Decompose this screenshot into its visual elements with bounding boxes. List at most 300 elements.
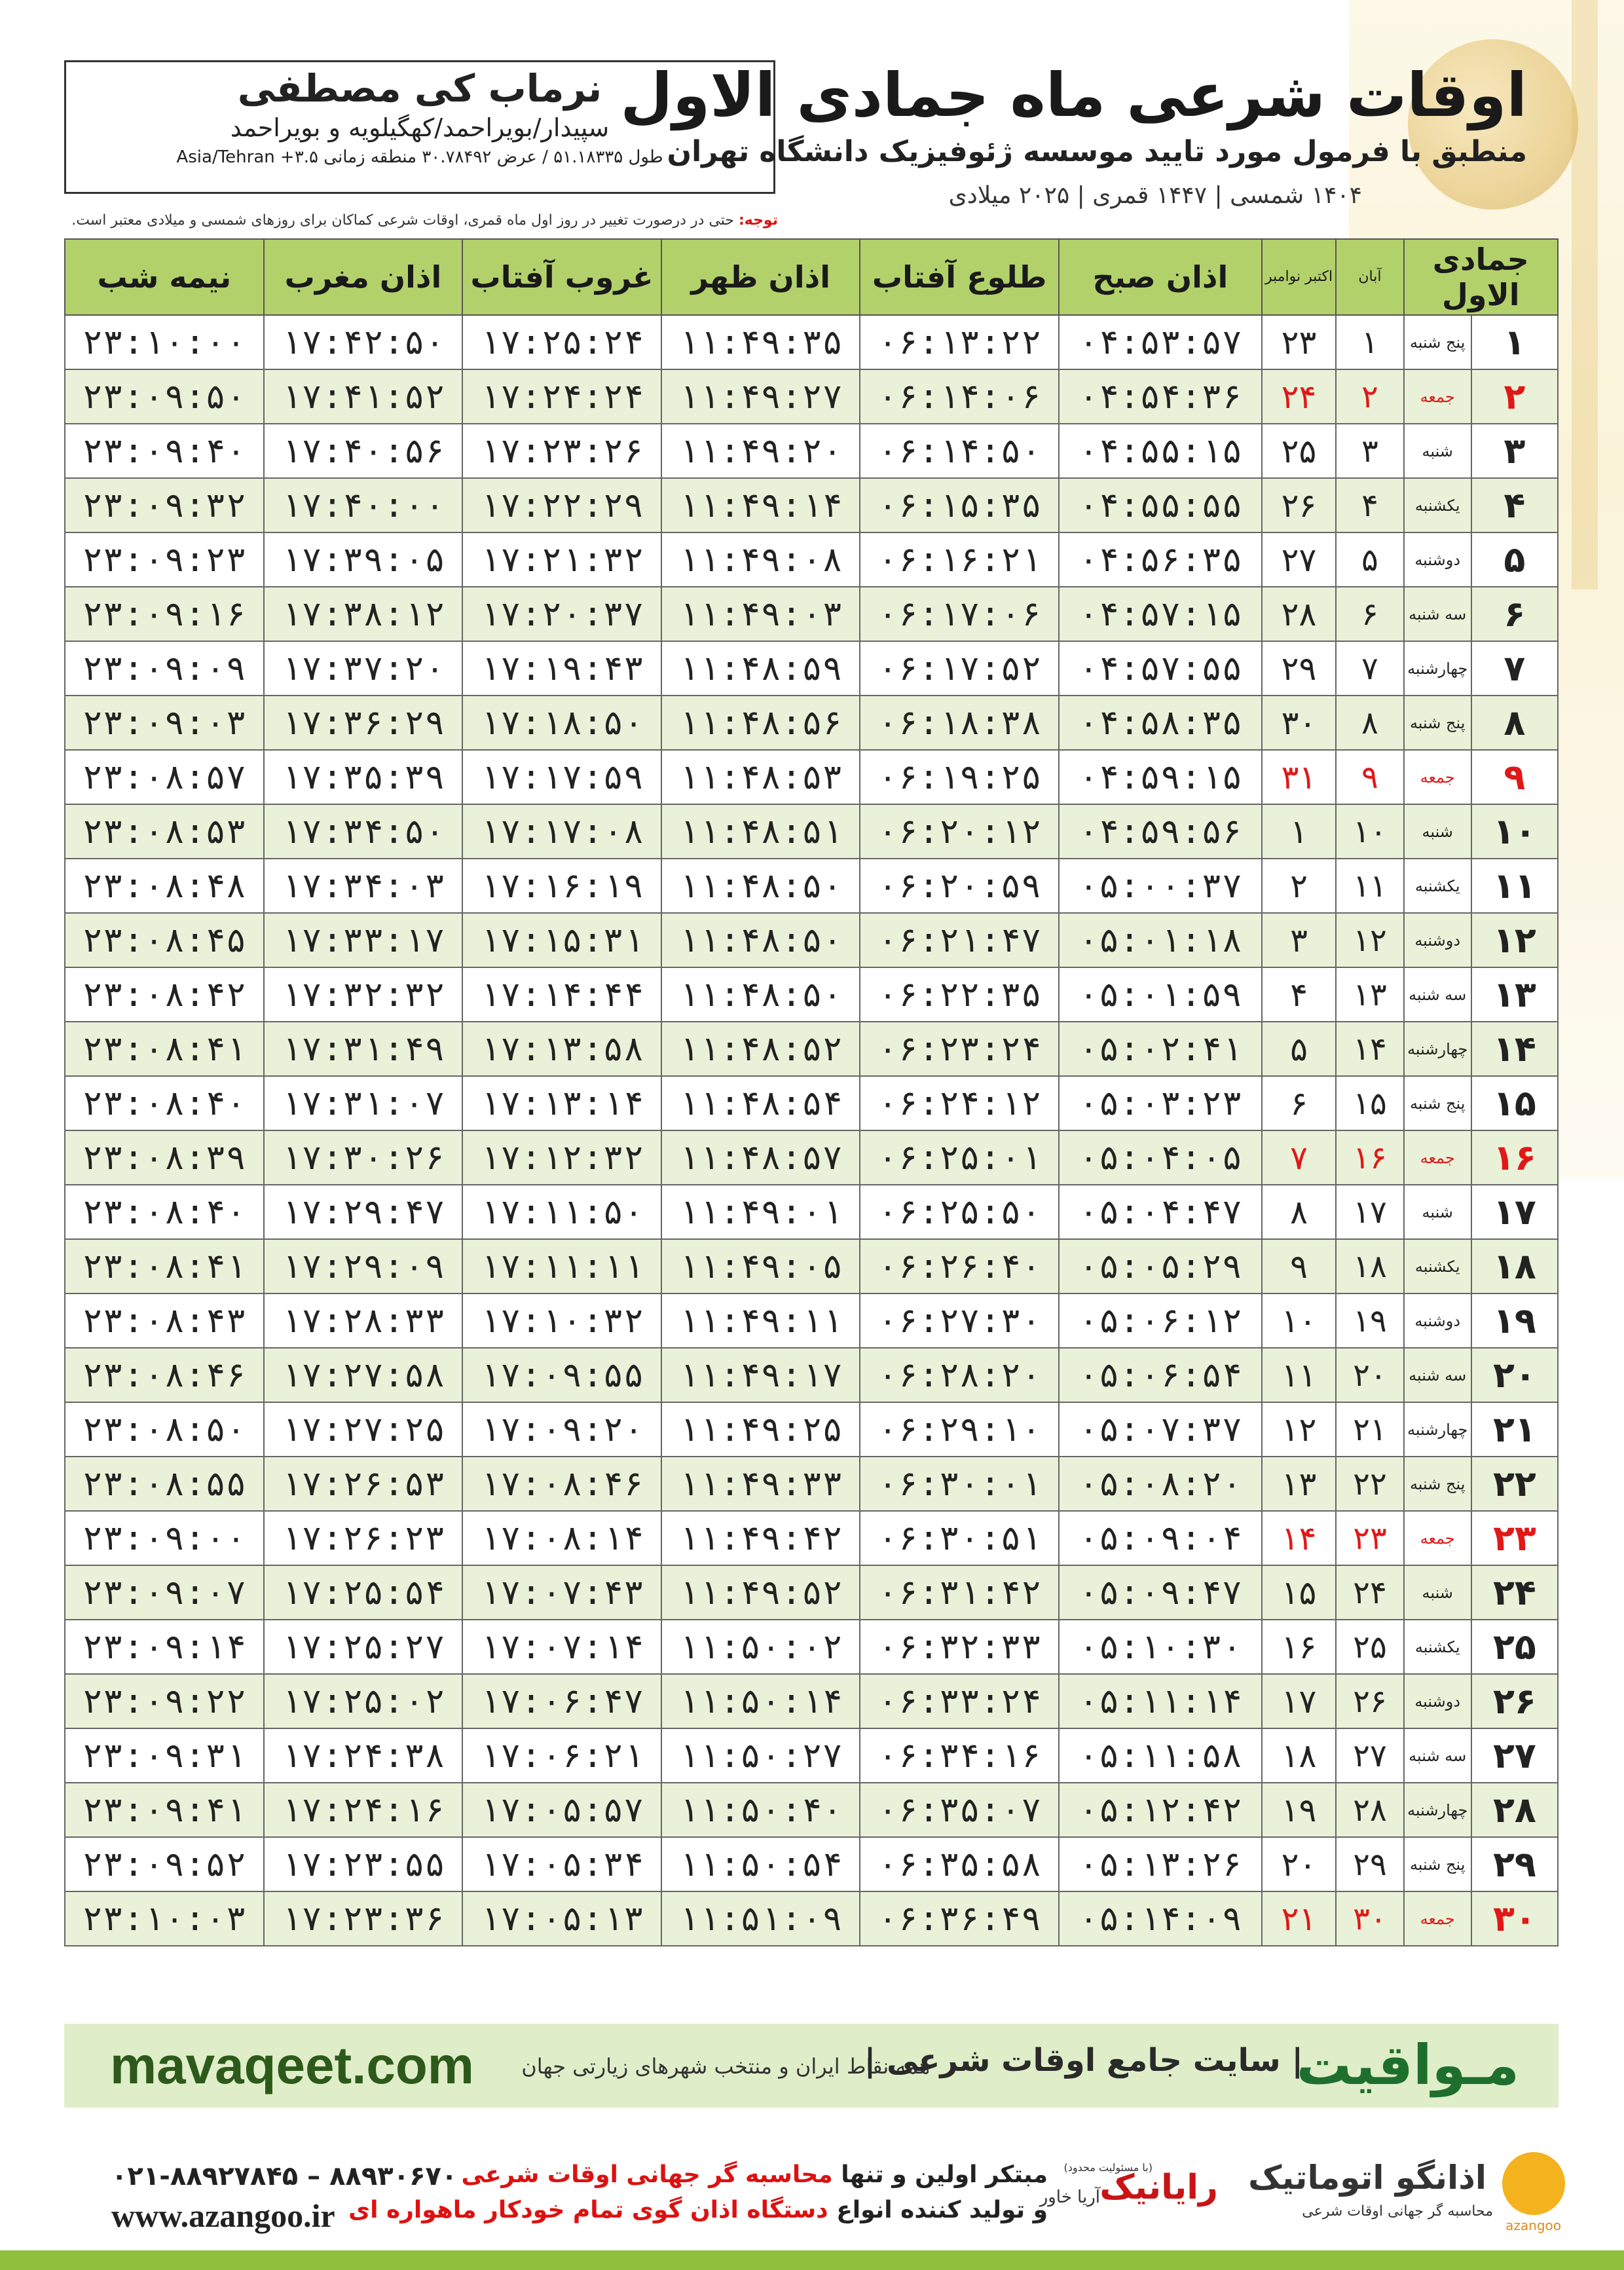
gregorian-day-cell: ۱۶ xyxy=(1262,1620,1337,1674)
midnight-cell: ۲۳:۰۸:۴۵ xyxy=(65,913,264,967)
gregorian-day-cell: ۱۵ xyxy=(1262,1565,1337,1620)
header-fajr: اذان صبح xyxy=(1059,239,1262,315)
table-row xyxy=(65,1022,1558,1076)
weekday-cell: جمعه xyxy=(1404,1130,1471,1185)
sunset-cell: ۱۷:۱۳:۱۴ xyxy=(462,1076,661,1130)
dhuhr-cell: ۱۱:۴۸:۵۰ xyxy=(661,967,860,1022)
header-octnov: اکتبر نوامبر xyxy=(1262,239,1337,315)
midnight-cell: ۲۳:۰۸:۴۱ xyxy=(65,1239,264,1293)
sunset-cell: ۱۷:۰۶:۲۱ xyxy=(462,1728,661,1783)
sunrise-cell: ۰۶:۳۵:۰۷ xyxy=(860,1783,1059,1837)
aban-day-cell: ۹ xyxy=(1336,750,1403,804)
hijri-day-cell: ۲۸ xyxy=(1471,1783,1558,1837)
fajr-cell: ۰۵:۰۱:۵۹ xyxy=(1059,967,1262,1022)
aban-day-cell: ۶ xyxy=(1336,587,1403,641)
dhuhr-cell: ۱۱:۴۹:۰۱ xyxy=(661,1185,860,1239)
table-row xyxy=(65,1348,1558,1402)
gregorian-day-cell: ۴ xyxy=(1262,967,1337,1022)
sunset-cell: ۱۷:۰۵:۱۳ xyxy=(462,1891,661,1946)
phone-numbers: ۰۲۱-۸۸۹۲۷۸۴۵ – ۸۸۹۳۰۶۷۰ xyxy=(111,2161,458,2191)
table-row xyxy=(65,1239,1558,1293)
gregorian-day-cell: ۲۱ xyxy=(1262,1891,1337,1946)
aban-day-cell: ۱۹ xyxy=(1336,1293,1403,1348)
hijri-day-cell: ۶ xyxy=(1471,587,1558,641)
aban-day-cell: ۲۴ xyxy=(1336,1565,1403,1620)
hijri-day-cell: ۲۶ xyxy=(1471,1674,1558,1728)
gregorian-day-cell: ۲۳ xyxy=(1262,315,1337,369)
azangoo-logo-text: اذانگو اتوماتیک xyxy=(1248,2159,1486,2197)
dhuhr-cell: ۱۱:۴۹:۲۵ xyxy=(661,1402,860,1457)
maghrib-cell: ۱۷:۳۴:۰۳ xyxy=(264,859,463,913)
maghrib-cell: ۱۷:۳۷:۲۰ xyxy=(264,641,463,696)
aban-day-cell: ۱۰ xyxy=(1336,804,1403,859)
ad-line-2 xyxy=(348,2197,1048,2223)
maghrib-cell: ۱۷:۴۰:۵۶ xyxy=(264,424,463,478)
sunrise-cell: ۰۶:۱۴:۵۰ xyxy=(860,424,1059,478)
page-title: اوقات شرعی ماه جمادی الاول xyxy=(620,60,1527,130)
table-row xyxy=(65,967,1558,1022)
table-row xyxy=(65,1891,1558,1946)
table-row xyxy=(65,1728,1558,1783)
midnight-cell: ۲۳:۰۸:۳۹ xyxy=(65,1130,264,1185)
table-row xyxy=(65,859,1558,913)
sunset-cell: ۱۷:۲۴:۲۴ xyxy=(462,369,661,424)
table-row xyxy=(65,478,1558,532)
weekday-cell: شنبه xyxy=(1404,1565,1471,1620)
gregorian-day-cell: ۲۸ xyxy=(1262,587,1337,641)
maghrib-cell: ۱۷:۲۴:۱۶ xyxy=(264,1783,463,1837)
sunrise-cell: ۰۶:۳۶:۴۹ xyxy=(860,1891,1059,1946)
hijri-day-cell: ۷ xyxy=(1471,641,1558,696)
fajr-cell: ۰۵:۰۹:۰۴ xyxy=(1059,1511,1262,1565)
weekday-cell: پنج شنبه xyxy=(1404,1076,1471,1130)
aban-day-cell: ۱۷ xyxy=(1336,1185,1403,1239)
sunset-cell: ۱۷:۱۷:۰۸ xyxy=(462,804,661,859)
dhuhr-cell: ۱۱:۵۰:۴۰ xyxy=(661,1783,860,1837)
weekday-cell: شنبه xyxy=(1404,424,1471,478)
sunset-cell: ۱۷:۱۸:۵۰ xyxy=(462,696,661,750)
hijri-day-cell: ۹ xyxy=(1471,750,1558,804)
azangoo-url[interactable]: www.azangoo.ir xyxy=(111,2197,335,2234)
sunrise-cell: ۰۶:۱۸:۳۸ xyxy=(860,696,1059,750)
aban-day-cell: ۲۰ xyxy=(1336,1348,1403,1402)
aban-day-cell: ۱ xyxy=(1336,315,1403,369)
sunrise-cell: ۰۶:۲۸:۲۰ xyxy=(860,1348,1059,1402)
sunrise-cell: ۰۶:۲۵:۰۱ xyxy=(860,1130,1059,1185)
midnight-cell: ۲۳:۱۰:۰۳ xyxy=(65,1891,264,1946)
sunset-cell: ۱۷:۱۳:۵۸ xyxy=(462,1022,661,1076)
sunset-cell: ۱۷:۱۶:۱۹ xyxy=(462,859,661,913)
maghrib-cell: ۱۷:۲۶:۵۳ xyxy=(264,1457,463,1511)
table-row xyxy=(65,1620,1558,1674)
sunrise-cell: ۰۶:۱۴:۰۶ xyxy=(860,369,1059,424)
maghrib-cell: ۱۷:۴۱:۵۲ xyxy=(264,369,463,424)
sunrise-cell: ۰۶:۲۰:۵۹ xyxy=(860,859,1059,913)
weekday-cell: یکشنبه xyxy=(1404,859,1471,913)
maghrib-cell: ۱۷:۲۷:۵۸ xyxy=(264,1348,463,1402)
fajr-cell: ۰۵:۱۳:۲۶ xyxy=(1059,1837,1262,1891)
sunrise-cell: ۰۶:۲۱:۴۷ xyxy=(860,913,1059,967)
sunset-cell: ۱۷:۰۶:۴۷ xyxy=(462,1674,661,1728)
midnight-cell: ۲۳:۰۹:۰۹ xyxy=(65,641,264,696)
location-region: سپیدار/بویراحمد/کهگیلویه و بویراحمد xyxy=(230,113,610,142)
aban-day-cell: ۲۷ xyxy=(1336,1728,1403,1783)
table-body xyxy=(65,315,1558,1946)
banner-tagline: | سایت جامع اوقات شرعی | xyxy=(864,2042,1303,2079)
midnight-cell: ۲۳:۰۸:۴۳ xyxy=(65,1293,264,1348)
banner-tagline-secondary: همه نقاط ایران و منتخب شهرهای زیارتی جهان xyxy=(521,2054,930,2079)
sunrise-cell: ۰۶:۱۶:۲۱ xyxy=(860,532,1059,587)
sunrise-cell: ۰۶:۲۴:۱۲ xyxy=(860,1076,1059,1130)
sunset-cell: ۱۷:۱۵:۳۱ xyxy=(462,913,661,967)
table-row xyxy=(65,1457,1558,1511)
midnight-cell: ۲۳:۰۹:۵۲ xyxy=(65,1837,264,1891)
weekday-cell: جمعه xyxy=(1404,1511,1471,1565)
sunrise-cell: ۰۶:۲۹:۱۰ xyxy=(860,1402,1059,1457)
hijri-day-cell: ۲۹ xyxy=(1471,1837,1558,1891)
weekday-cell: دوشنبه xyxy=(1404,913,1471,967)
table-row xyxy=(65,750,1558,804)
sunset-cell: ۱۷:۰۹:۲۰ xyxy=(462,1402,661,1457)
dhuhr-cell: ۱۱:۵۰:۵۴ xyxy=(661,1837,860,1891)
aban-day-cell: ۱۶ xyxy=(1336,1130,1403,1185)
fajr-cell: ۰۴:۵۵:۵۵ xyxy=(1059,478,1262,532)
hijri-day-cell: ۱۲ xyxy=(1471,913,1558,967)
header-sunset: غروب آفتاب xyxy=(462,239,661,315)
fajr-cell: ۰۵:۰۷:۳۷ xyxy=(1059,1402,1262,1457)
note xyxy=(64,212,778,229)
maghrib-cell: ۱۷:۳۸:۱۲ xyxy=(264,587,463,641)
aban-day-cell: ۲۶ xyxy=(1336,1674,1403,1728)
midnight-cell: ۲۳:۰۸:۵۵ xyxy=(65,1457,264,1511)
sunrise-cell: ۰۶:۲۲:۳۵ xyxy=(860,967,1059,1022)
maghrib-cell: ۱۷:۴۲:۵۰ xyxy=(264,315,463,369)
dhuhr-cell: ۱۱:۴۸:۵۰ xyxy=(661,859,860,913)
dhuhr-cell: ۱۱:۴۸:۵۱ xyxy=(661,804,860,859)
table-row xyxy=(65,1783,1558,1837)
page-subtitle: منطبق با فرمول مورد تایید موسسه ژئوفیزیک دانشگاه تهران xyxy=(667,135,1527,168)
azangoo-subtitle: محاسبه گر جهانی اوقات شرعی xyxy=(1302,2203,1493,2220)
table-row xyxy=(65,696,1558,750)
gregorian-day-cell: ۶ xyxy=(1262,1076,1337,1130)
midnight-cell: ۲۳:۰۹:۴۰ xyxy=(65,424,264,478)
midnight-cell: ۲۳:۰۹:۲۲ xyxy=(65,1674,264,1728)
fajr-cell: ۰۴:۵۷:۵۵ xyxy=(1059,641,1262,696)
weekday-cell: پنج شنبه xyxy=(1404,1837,1471,1891)
aban-day-cell: ۴ xyxy=(1336,478,1403,532)
hijri-day-cell: ۳ xyxy=(1471,424,1558,478)
hijri-day-cell: ۱۱ xyxy=(1471,859,1558,913)
dhuhr-cell: ۱۱:۴۸:۵۳ xyxy=(661,750,860,804)
gregorian-day-cell: ۱۸ xyxy=(1262,1728,1337,1783)
weekday-cell: سه شنبه xyxy=(1404,967,1471,1022)
midnight-cell: ۲۳:۰۸:۵۰ xyxy=(65,1402,264,1457)
gregorian-day-cell: ۲۰ xyxy=(1262,1837,1337,1891)
fajr-cell: ۰۵:۰۴:۴۷ xyxy=(1059,1185,1262,1239)
midnight-cell: ۲۳:۰۹:۱۶ xyxy=(65,587,264,641)
fajr-cell: ۰۵:۰۳:۲۳ xyxy=(1059,1076,1262,1130)
sunset-cell: ۱۷:۱۴:۴۴ xyxy=(462,967,661,1022)
dhuhr-cell: ۱۱:۴۹:۲۷ xyxy=(661,369,860,424)
hijri-day-cell: ۱۴ xyxy=(1471,1022,1558,1076)
sunrise-cell: ۰۶:۱۷:۵۲ xyxy=(860,641,1059,696)
sunrise-cell: ۰۶:۳۲:۳۳ xyxy=(860,1620,1059,1674)
midnight-cell: ۲۳:۰۹:۲۳ xyxy=(65,532,264,587)
table-row xyxy=(65,1511,1558,1565)
weekday-cell: یکشنبه xyxy=(1404,478,1471,532)
weekday-cell: دوشنبه xyxy=(1404,532,1471,587)
weekday-cell: چهارشنبه xyxy=(1404,1022,1471,1076)
dhuhr-cell: ۱۱:۴۹:۵۲ xyxy=(661,1565,860,1620)
maghrib-cell: ۱۷:۲۵:۵۴ xyxy=(264,1565,463,1620)
sunset-cell: ۱۷:۰۵:۵۷ xyxy=(462,1783,661,1837)
aban-day-cell: ۷ xyxy=(1336,641,1403,696)
gregorian-day-cell: ۲۹ xyxy=(1262,641,1337,696)
sunrise-cell: ۰۶:۲۳:۲۴ xyxy=(860,1022,1059,1076)
fajr-cell: ۰۴:۵۵:۱۵ xyxy=(1059,424,1262,478)
dhuhr-cell: ۱۱:۵۰:۲۷ xyxy=(661,1728,860,1783)
fajr-cell: ۰۴:۵۳:۵۷ xyxy=(1059,315,1262,369)
table-row xyxy=(65,641,1558,696)
sunrise-cell: ۰۶:۲۰:۱۲ xyxy=(860,804,1059,859)
dhuhr-cell: ۱۱:۴۹:۰۳ xyxy=(661,587,860,641)
aban-day-cell: ۵ xyxy=(1336,532,1403,587)
midnight-cell: ۲۳:۰۸:۴۶ xyxy=(65,1348,264,1402)
table-row xyxy=(65,1674,1558,1728)
dhuhr-cell: ۱۱:۴۹:۲۰ xyxy=(661,424,860,478)
sunset-cell: ۱۷:۰۷:۱۴ xyxy=(462,1620,661,1674)
footer-banner xyxy=(64,2024,1559,2108)
hijri-day-cell: ۱۵ xyxy=(1471,1076,1558,1130)
site-url[interactable]: mavaqeet.com xyxy=(110,2036,474,2094)
weekday-cell: یکشنبه xyxy=(1404,1239,1471,1293)
sunset-cell: ۱۷:۰۸:۴۶ xyxy=(462,1457,661,1511)
table-row xyxy=(65,315,1558,369)
ad-line-1 xyxy=(462,2161,1048,2188)
header-maghrib: اذان مغرب xyxy=(264,239,463,315)
hijri-day-cell: ۴ xyxy=(1471,478,1558,532)
aban-day-cell: ۱۴ xyxy=(1336,1022,1403,1076)
table-row xyxy=(65,913,1558,967)
note-text: حتی در درصورت تغییر در روز اول ماه قمری، اوقات شرعی کماکان برای روزهای شمسی و میلادی معتبر است. xyxy=(71,212,734,229)
rayanik-subtitle: (با مسئولیت محدود) xyxy=(1063,2161,1153,2174)
sunrise-cell: ۰۶:۲۵:۵۰ xyxy=(860,1185,1059,1239)
maghrib-cell: ۱۷:۲۵:۲۷ xyxy=(264,1620,463,1674)
midnight-cell: ۲۳:۰۸:۵۳ xyxy=(65,804,264,859)
table-row xyxy=(65,804,1558,859)
maghrib-cell: ۱۷:۳۳:۱۷ xyxy=(264,913,463,967)
hijri-day-cell: ۱۹ xyxy=(1471,1293,1558,1348)
maghrib-cell: ۱۷:۳۵:۳۹ xyxy=(264,750,463,804)
brand-logo: مـواقیت xyxy=(1296,2033,1519,2097)
sunset-cell: ۱۷:۰۵:۳۴ xyxy=(462,1837,661,1891)
fajr-cell: ۰۴:۵۸:۳۵ xyxy=(1059,696,1262,750)
table-row xyxy=(65,1837,1558,1891)
gregorian-day-cell: ۱۱ xyxy=(1262,1348,1337,1402)
dhuhr-cell: ۱۱:۴۸:۵۹ xyxy=(661,641,860,696)
midnight-cell: ۲۳:۰۹:۰۰ xyxy=(65,1511,264,1565)
gregorian-day-cell: ۲ xyxy=(1262,859,1337,913)
midnight-cell: ۲۳:۰۹:۱۴ xyxy=(65,1620,264,1674)
gregorian-day-cell: ۳ xyxy=(1262,913,1337,967)
maghrib-cell: ۱۷:۲۴:۳۸ xyxy=(264,1728,463,1783)
weekday-cell: پنج شنبه xyxy=(1404,315,1471,369)
weekday-cell: چهارشنبه xyxy=(1404,1783,1471,1837)
fajr-cell: ۰۵:۱۴:۰۹ xyxy=(1059,1891,1262,1946)
gregorian-day-cell: ۹ xyxy=(1262,1239,1337,1293)
hijri-day-cell: ۲۷ xyxy=(1471,1728,1558,1783)
ad-line-2-highlight: دستگاه اذان گوی تمام خودکار ماهواره ای xyxy=(348,2197,828,2223)
header-aban: آبان xyxy=(1336,239,1403,315)
ad-line-2-text: و تولید کننده انواع xyxy=(828,2197,1048,2223)
weekday-cell: دوشنبه xyxy=(1404,1674,1471,1728)
fajr-cell: ۰۴:۵۹:۵۶ xyxy=(1059,804,1262,859)
ad-line-1-text: مبتکر اولین و تنها xyxy=(832,2161,1048,2188)
aban-day-cell: ۸ xyxy=(1336,696,1403,750)
hijri-day-cell: ۲۵ xyxy=(1471,1620,1558,1674)
sunset-cell: ۱۷:۲۵:۲۴ xyxy=(462,315,661,369)
hijri-day-cell: ۱۸ xyxy=(1471,1239,1558,1293)
weekday-cell: چهارشنبه xyxy=(1404,1402,1471,1457)
gregorian-day-cell: ۱۳ xyxy=(1262,1457,1337,1511)
table-row xyxy=(65,587,1558,641)
fajr-cell: ۰۵:۰۱:۱۸ xyxy=(1059,913,1262,967)
midnight-cell: ۲۳:۱۰:۰۰ xyxy=(65,315,264,369)
year-dates: ۱۴۰۴ شمسی | ۱۴۴۷ قمری | ۲۰۲۵ میلادی xyxy=(948,182,1362,209)
fajr-cell: ۰۵:۰۵:۲۹ xyxy=(1059,1239,1262,1293)
dhuhr-cell: ۱۱:۵۰:۱۴ xyxy=(661,1674,860,1728)
gregorian-day-cell: ۱۲ xyxy=(1262,1402,1337,1457)
aria-khavar-logo: آریا خاور xyxy=(1039,2187,1100,2207)
sunset-cell: ۱۷:۰۸:۱۴ xyxy=(462,1511,661,1565)
gregorian-day-cell: ۳۱ xyxy=(1262,750,1337,804)
midnight-cell: ۲۳:۰۸:۵۷ xyxy=(65,750,264,804)
hijri-day-cell: ۲ xyxy=(1471,369,1558,424)
header-dhuhr: اذان ظهر xyxy=(661,239,860,315)
sunrise-cell: ۰۶:۳۱:۴۲ xyxy=(860,1565,1059,1620)
weekday-cell: جمعه xyxy=(1404,1891,1471,1946)
sunset-cell: ۱۷:۱۷:۵۹ xyxy=(462,750,661,804)
aban-day-cell: ۳ xyxy=(1336,424,1403,478)
aban-day-cell: ۲۸ xyxy=(1336,1783,1403,1837)
dhuhr-cell: ۱۱:۴۹:۱۷ xyxy=(661,1348,860,1402)
gregorian-day-cell: ۲۶ xyxy=(1262,478,1337,532)
dhuhr-cell: ۱۱:۴۸:۵۷ xyxy=(661,1130,860,1185)
maghrib-cell: ۱۷:۲۹:۴۷ xyxy=(264,1185,463,1239)
dhuhr-cell: ۱۱:۴۹:۳۳ xyxy=(661,1457,860,1511)
table-row xyxy=(65,1185,1558,1239)
header-sunrise: طلوع آفتاب xyxy=(860,239,1059,315)
bottom-bar xyxy=(0,2250,1624,2270)
sunrise-cell: ۰۶:۳۴:۱۶ xyxy=(860,1728,1059,1783)
sunrise-cell: ۰۶:۱۵:۳۵ xyxy=(860,478,1059,532)
sunrise-cell: ۰۶:۳۰:۵۱ xyxy=(860,1511,1059,1565)
hijri-day-cell: ۳۰ xyxy=(1471,1891,1558,1946)
midnight-cell: ۲۳:۰۹:۵۰ xyxy=(65,369,264,424)
table-row xyxy=(65,1130,1558,1185)
hijri-day-cell: ۱۷ xyxy=(1471,1185,1558,1239)
fajr-cell: ۰۵:۰۲:۴۱ xyxy=(1059,1022,1262,1076)
dhuhr-cell: ۱۱:۴۸:۵۲ xyxy=(661,1022,860,1076)
weekday-cell: پنج شنبه xyxy=(1404,1457,1471,1511)
fajr-cell: ۰۵:۰۰:۳۷ xyxy=(1059,859,1262,913)
hijri-day-cell: ۱۳ xyxy=(1471,967,1558,1022)
dhuhr-cell: ۱۱:۵۰:۰۲ xyxy=(661,1620,860,1674)
maghrib-cell: ۱۷:۲۵:۰۲ xyxy=(264,1674,463,1728)
gregorian-day-cell: ۲۴ xyxy=(1262,369,1337,424)
midnight-cell: ۲۳:۰۹:۰۷ xyxy=(65,1565,264,1620)
maghrib-cell: ۱۷:۲۶:۲۳ xyxy=(264,1511,463,1565)
table-row xyxy=(65,1076,1558,1130)
midnight-cell: ۲۳:۰۹:۰۳ xyxy=(65,696,264,750)
hijri-day-cell: ۱ xyxy=(1471,315,1558,369)
hijri-day-cell: ۱۰ xyxy=(1471,804,1558,859)
location-city: نرماب کی مصطفی xyxy=(237,66,602,111)
aban-day-cell: ۱۳ xyxy=(1336,967,1403,1022)
sunrise-cell: ۰۶:۲۷:۳۰ xyxy=(860,1293,1059,1348)
gregorian-day-cell: ۱ xyxy=(1262,804,1337,859)
table-row xyxy=(65,369,1558,424)
sunrise-cell: ۰۶:۱۷:۰۶ xyxy=(860,587,1059,641)
midnight-cell: ۲۳:۰۸:۴۰ xyxy=(65,1076,264,1130)
fajr-cell: ۰۴:۵۷:۱۵ xyxy=(1059,587,1262,641)
fajr-cell: ۰۵:۱۱:۵۸ xyxy=(1059,1728,1262,1783)
gregorian-day-cell: ۱۰ xyxy=(1262,1293,1337,1348)
weekday-cell: شنبه xyxy=(1404,1185,1471,1239)
maghrib-cell: ۱۷:۲۷:۲۵ xyxy=(264,1402,463,1457)
aban-day-cell: ۲۹ xyxy=(1336,1837,1403,1891)
fajr-cell: ۰۴:۵۶:۳۵ xyxy=(1059,532,1262,587)
table-row xyxy=(65,532,1558,587)
table-header-row xyxy=(65,239,1558,315)
weekday-cell: پنج شنبه xyxy=(1404,696,1471,750)
hijri-day-cell: ۵ xyxy=(1471,532,1558,587)
aban-day-cell: ۲۲ xyxy=(1336,1457,1403,1511)
aban-day-cell: ۱۸ xyxy=(1336,1239,1403,1293)
maghrib-cell: ۱۷:۲۳:۳۶ xyxy=(264,1891,463,1946)
gregorian-day-cell: ۳۰ xyxy=(1262,696,1337,750)
aban-day-cell: ۲ xyxy=(1336,369,1403,424)
gregorian-day-cell: ۸ xyxy=(1262,1185,1337,1239)
midnight-cell: ۲۳:۰۸:۴۱ xyxy=(65,1022,264,1076)
midnight-cell: ۲۳:۰۸:۴۰ xyxy=(65,1185,264,1239)
maghrib-cell: ۱۷:۳۰:۲۶ xyxy=(264,1130,463,1185)
sunset-cell: ۱۷:۲۰:۳۷ xyxy=(462,587,661,641)
aban-day-cell: ۱۱ xyxy=(1336,859,1403,913)
sunset-cell: ۱۷:۱۱:۱۱ xyxy=(462,1239,661,1293)
maghrib-cell: ۱۷:۳۱:۰۷ xyxy=(264,1076,463,1130)
hijri-day-cell: ۲۴ xyxy=(1471,1565,1558,1620)
maghrib-cell: ۱۷:۲۳:۵۵ xyxy=(264,1837,463,1891)
sunset-cell: ۱۷:۲۱:۳۲ xyxy=(462,532,661,587)
aban-day-cell: ۲۱ xyxy=(1336,1402,1403,1457)
header-month: جمادی الاول xyxy=(1404,239,1558,315)
sunset-cell: ۱۷:۰۷:۴۳ xyxy=(462,1565,661,1620)
weekday-cell: جمعه xyxy=(1404,369,1471,424)
gregorian-day-cell: ۱۷ xyxy=(1262,1674,1337,1728)
dhuhr-cell: ۱۱:۴۹:۳۵ xyxy=(661,315,860,369)
hijri-day-cell: ۸ xyxy=(1471,696,1558,750)
maghrib-cell: ۱۷:۳۹:۰۵ xyxy=(264,532,463,587)
dhuhr-cell: ۱۱:۵۱:۰۹ xyxy=(661,1891,860,1946)
fajr-cell: ۰۵:۱۲:۴۲ xyxy=(1059,1783,1262,1837)
weekday-cell: دوشنبه xyxy=(1404,1293,1471,1348)
weekday-cell: چهارشنبه xyxy=(1404,641,1471,696)
fajr-cell: ۰۵:۰۶:۱۲ xyxy=(1059,1293,1262,1348)
fajr-cell: ۰۵:۱۱:۱۴ xyxy=(1059,1674,1262,1728)
dhuhr-cell: ۱۱:۴۹:۱۴ xyxy=(661,478,860,532)
weekday-cell: سه شنبه xyxy=(1404,1728,1471,1783)
